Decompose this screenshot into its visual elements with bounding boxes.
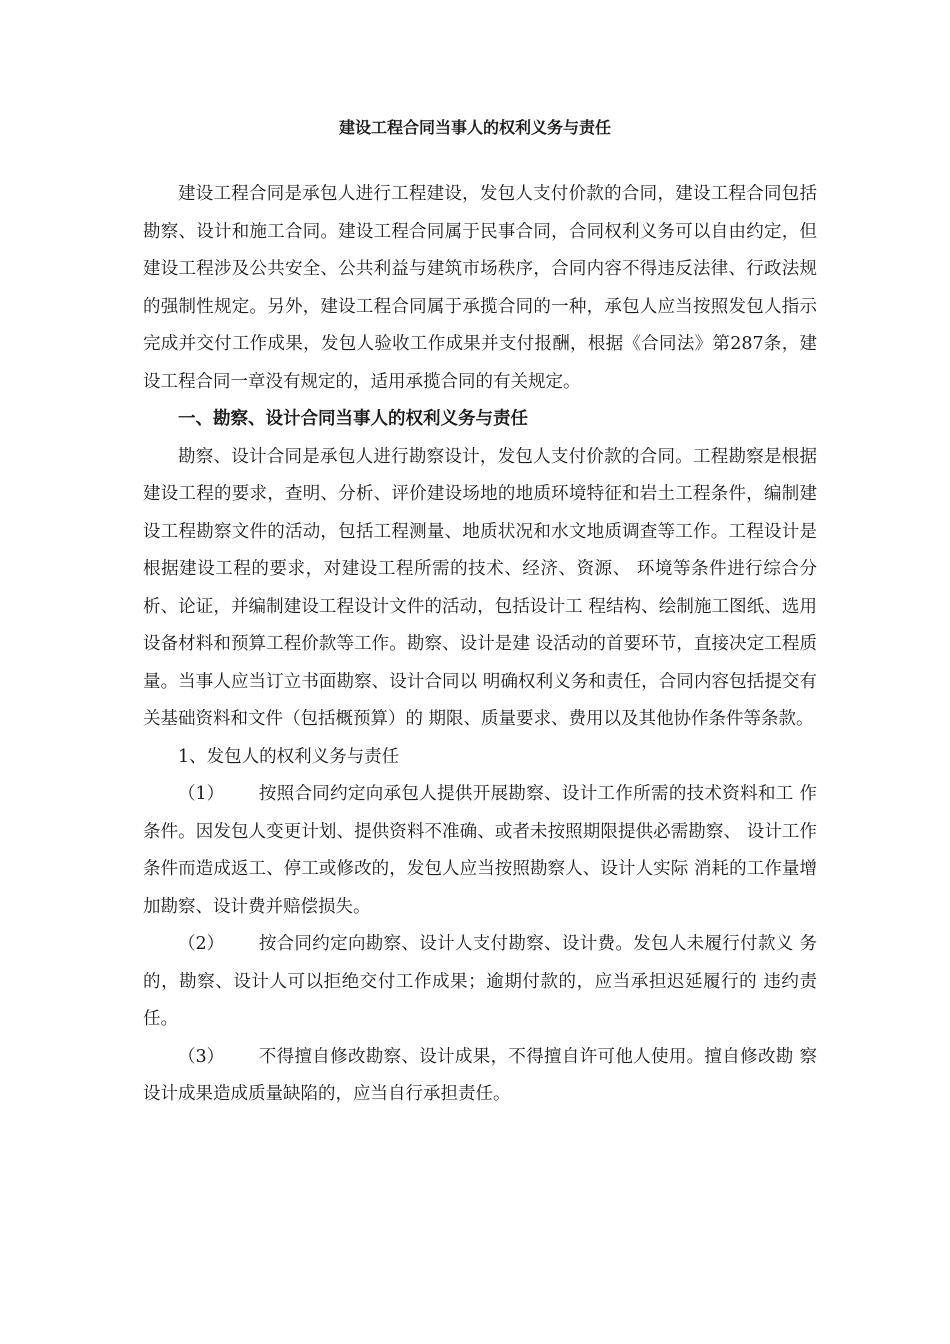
list-item-number: （1） [178,784,225,804]
section-heading-1: 一、勘察、设计合同当事人的权利义务与责任 [178,409,528,429]
list-item-text: 按合同约定向勘察、设计人支付勘察、设计费。发包人未履行付款义 务的，勘察、设计人可以拒绝交付工作成果；逾期付款的，应当承担迟延履行的 违约责任。 [143,934,817,1029]
document-body [143,176,817,1114]
list-item [143,1039,817,1114]
list-item-number: （3） [178,1046,225,1067]
list-item [143,926,817,1039]
list-item-text: 按照合同约定向承包人提供开展勘察、设计工作所需的技术资料和工 作条件。因发包人变更计划、提供资料不准确、或者未按照期限提供必需勘察、 设计工作条件而造成返工、停工或修改的，发包人应当按照勘察人、设计人实际 消耗的工作量增加勘察、设计费并赔偿损失。 [143,784,817,917]
subsection-heading-1: 1、发包人的权利义务与责任 [178,746,400,767]
list-item-text: 不得擅自修改勘察、设计成果，不得擅自许可他人使用。擅自修改勘 察设计成果造成质量缺陷的，应当自行承担责任。 [143,1046,817,1104]
intro-paragraph: 建设工程合同是承包人进行工程建设，发包人支付价款的合同，建设工程合同包括勘察、设计和施工合同。建设工程合同属于民事合同，合同权利义务可以自由约定，但建设工程涉及公共安全、公共利益与建筑市场秩序，合同内容不得违反法律、行政法规的强制性规定。另外，建设工程合同属于承揽合同的一种，承包人应当按照发包人指示完成并交付工作成果，发包人验收工作成果并支付报酬，根据《合同法》第287条，建设工程合同一章没有规定的，适用承揽合同的有关规定。 [143,184,817,392]
section-paragraph-1: 勘察、设计合同是承包人进行勘察设计，发包人支付价款的合同。工程勘察是根据建设工程的要求，查明、分析、评价建设场地的地质环境特征和岩土工程条件，编制建设工程勘察文件的活动，包括工程测量、地质状况和水文地质调查等工作。工程设计是根据建设工程的要求，对建设工程所需的技术、经济、资源、 环境等条件进行综合分析、论证，并编制建设工程设计文件的活动，包括设计工 程结构、绘制施工图纸、选用设备材料和预算工程价款等工作。勘察、设计是建 设活动的首要环节，直接决定工程质量。当事人应当订立书面勘察、设计合同以 明确权利义务和责任，合同内容包括提交有关基础资料和文件（包括概预算）的 期限、质量要求、费用以及其他协作条件等条款。 [143,446,817,729]
list-item-number: （2） [178,934,225,954]
document-title: 建设工程合同当事人的权利义务与责任 [338,118,611,137]
list-item [143,776,817,926]
